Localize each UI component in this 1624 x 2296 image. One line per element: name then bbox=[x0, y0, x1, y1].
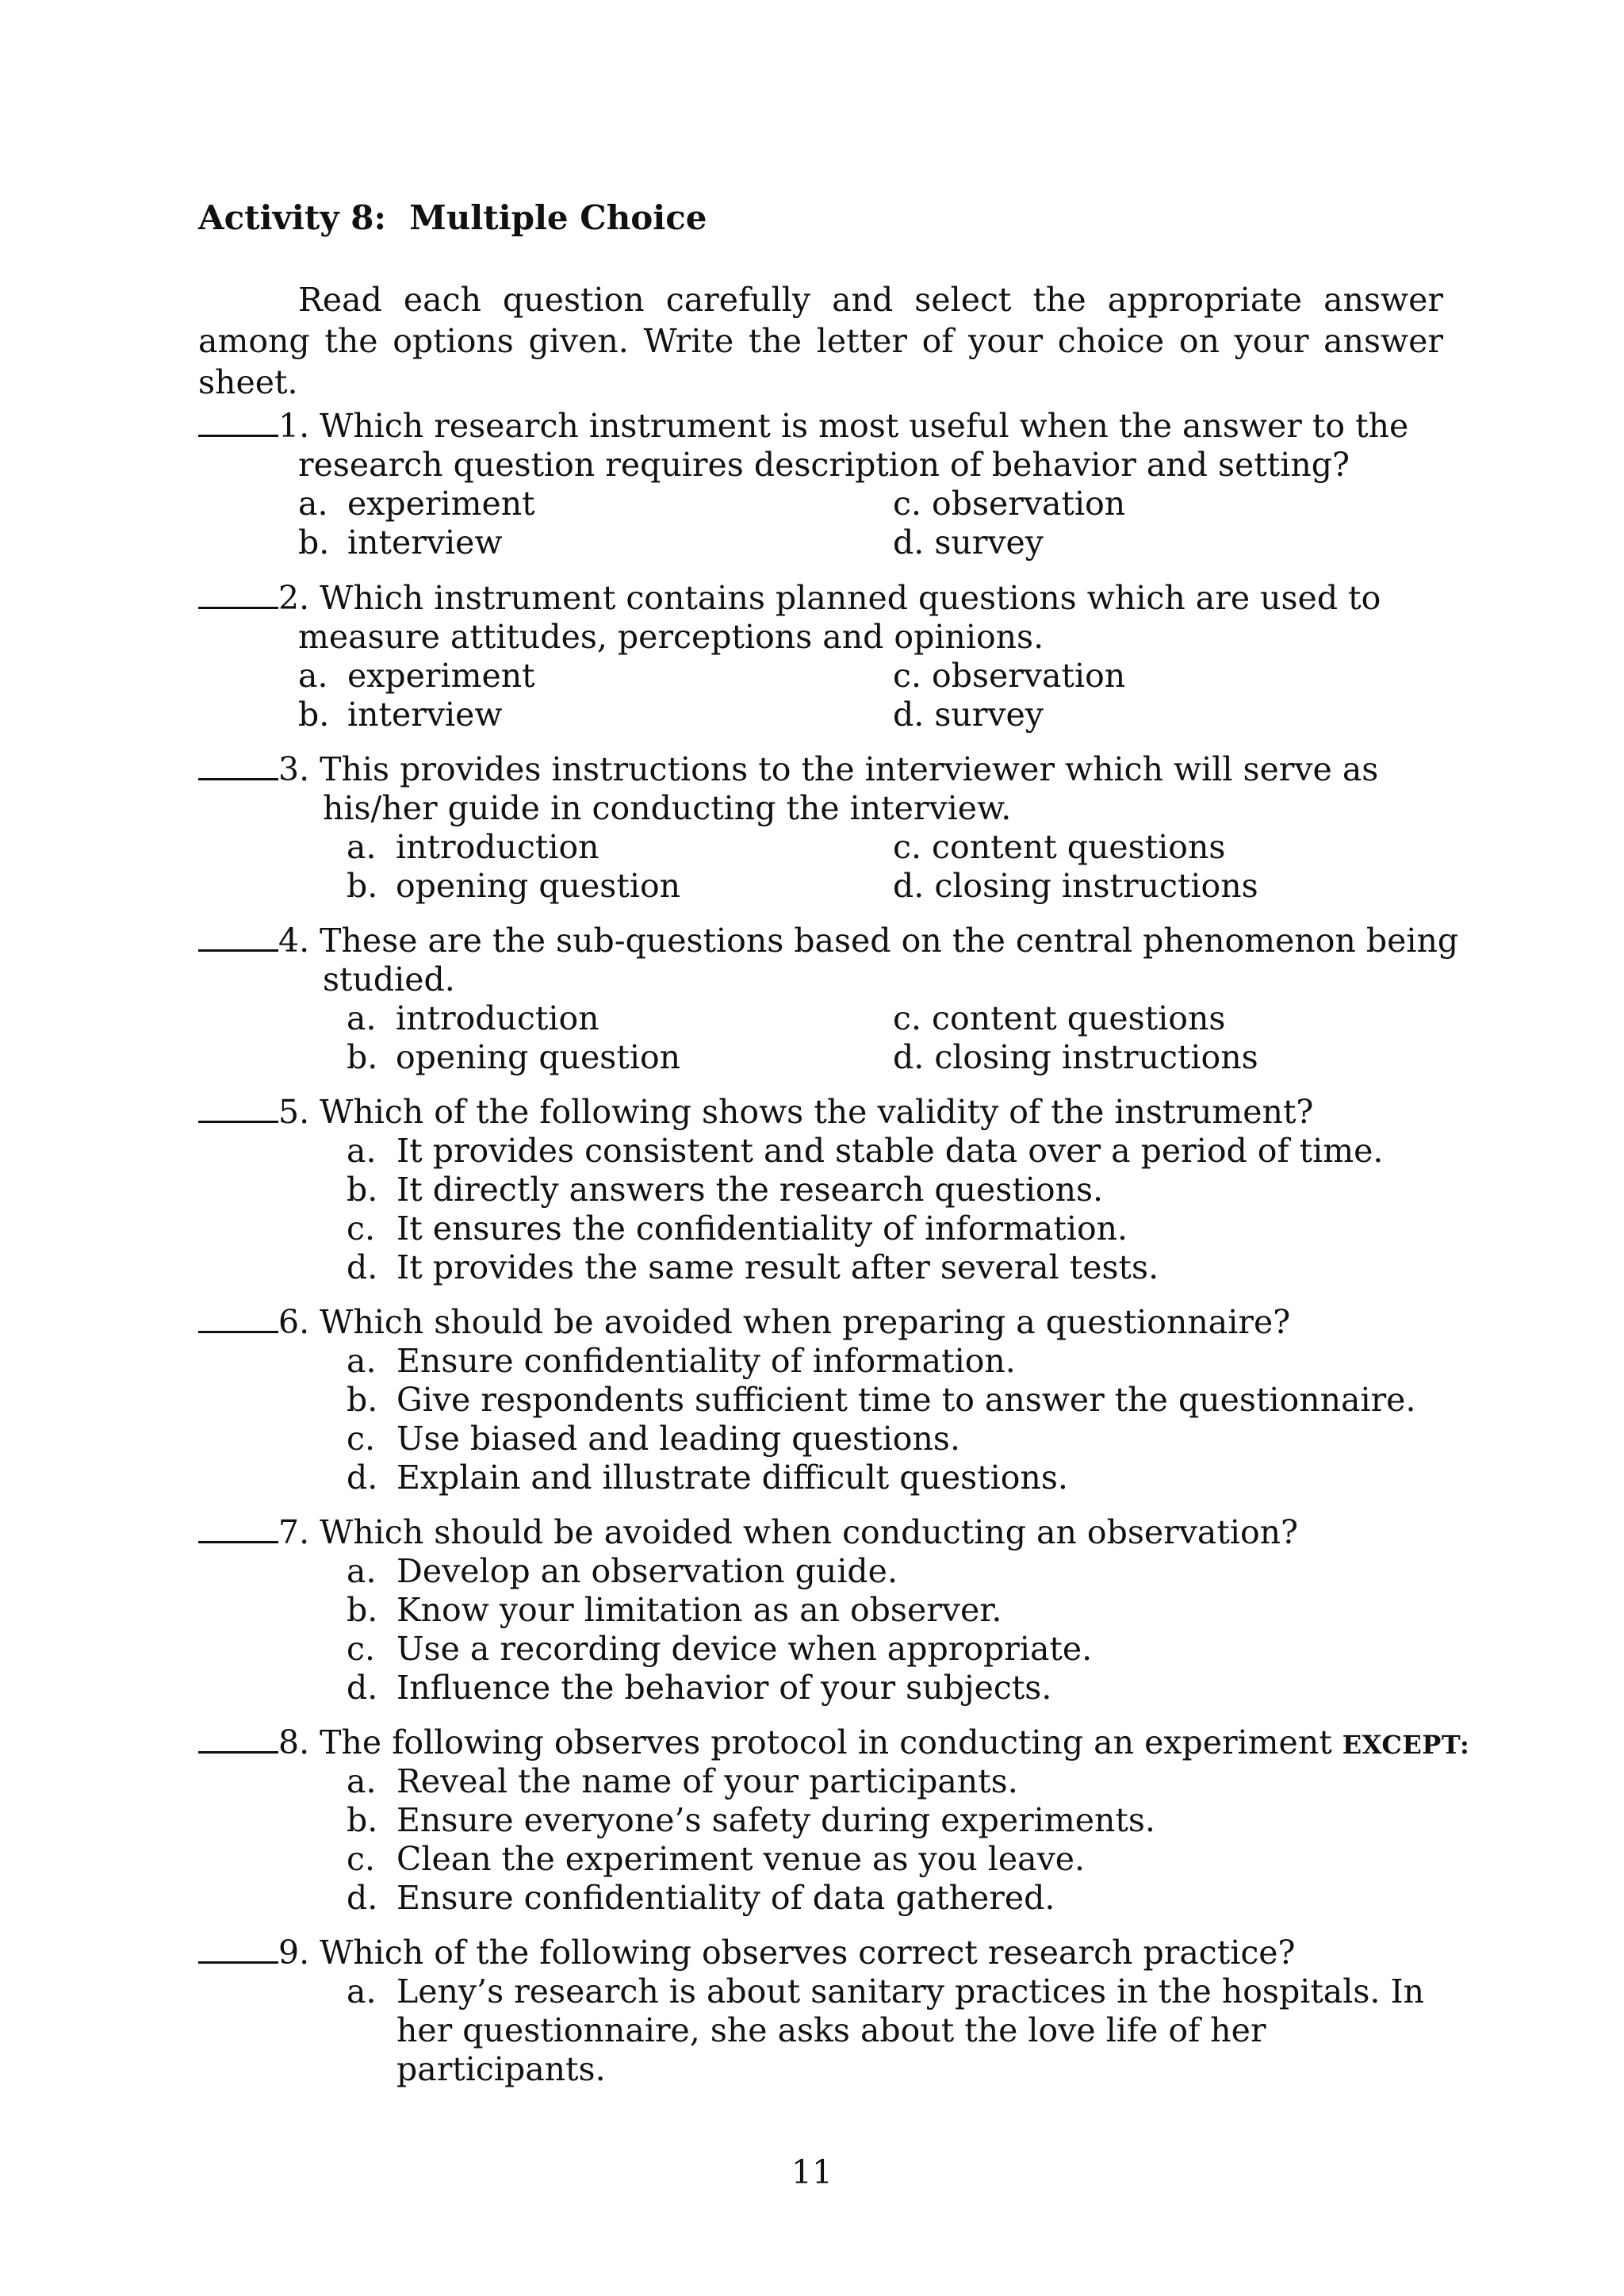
option-b bbox=[198, 1801, 1451, 1840]
option-b bbox=[198, 1381, 1451, 1420]
option-b bbox=[347, 867, 680, 906]
option-letter: a. bbox=[298, 657, 328, 695]
option-letter: b. bbox=[347, 1381, 378, 1419]
option-letter: d. bbox=[347, 1248, 378, 1286]
option-text: It provides the same result after several tests. bbox=[396, 1248, 1159, 1286]
question-7 bbox=[198, 1513, 1451, 1708]
answer-blank[interactable] bbox=[198, 408, 278, 437]
option-c bbox=[198, 1630, 1451, 1669]
question-9 bbox=[198, 1934, 1451, 2089]
option-text: observation bbox=[932, 485, 1126, 523]
option-text: experiment bbox=[347, 657, 535, 695]
option-b bbox=[298, 523, 503, 562]
question-number: 9. bbox=[278, 1934, 310, 1972]
option-text: introduction bbox=[396, 828, 599, 866]
question-stem bbox=[198, 1723, 1470, 1762]
page-number: 11 bbox=[791, 2153, 833, 2191]
option-text: closing instructions bbox=[934, 867, 1258, 905]
option-text: closing instructions bbox=[934, 1038, 1258, 1076]
option-b bbox=[298, 696, 503, 734]
option-row bbox=[198, 523, 1451, 562]
option-row bbox=[198, 867, 1451, 906]
question-8 bbox=[198, 1723, 1470, 1918]
option-text: observation bbox=[932, 657, 1126, 695]
option-letter: d. bbox=[893, 696, 925, 734]
question-number: 2. bbox=[278, 579, 310, 617]
option-text-continued: participants. bbox=[396, 2050, 606, 2088]
answer-blank[interactable] bbox=[198, 1094, 278, 1123]
option-letter: d. bbox=[347, 1458, 378, 1497]
option-d bbox=[893, 696, 1044, 734]
question-5 bbox=[198, 1093, 1451, 1287]
option-text: Influence the behavior of your subjects. bbox=[396, 1669, 1052, 1707]
option-letter: a. bbox=[347, 1972, 377, 2010]
option-c bbox=[893, 485, 1125, 523]
except-keyword: EXCEPT: bbox=[1342, 1730, 1470, 1760]
option-c bbox=[198, 1209, 1451, 1248]
option-text: Use biased and leading questions. bbox=[396, 1420, 960, 1458]
option-letter: a. bbox=[347, 1552, 377, 1590]
question-text-continued: measure attitudes, perceptions and opinions. bbox=[298, 618, 1044, 656]
option-text: opening question bbox=[396, 1038, 681, 1076]
option-text: introduction bbox=[396, 999, 599, 1037]
option-a bbox=[198, 1762, 1451, 1801]
option-text: interview bbox=[347, 696, 503, 734]
question-text: Which should be avoided when preparing a questionnaire? bbox=[320, 1303, 1291, 1341]
question-text: Which of the following shows the validity of the instrument? bbox=[320, 1093, 1314, 1131]
option-row bbox=[198, 999, 1451, 1038]
option-a bbox=[298, 485, 535, 523]
question-text: Which of the following observes correct research practice? bbox=[320, 1934, 1296, 1972]
option-row bbox=[198, 1038, 1451, 1077]
question-text-continued: studied. bbox=[323, 960, 455, 999]
option-letter: b. bbox=[347, 1591, 378, 1629]
option-d bbox=[893, 1038, 1258, 1077]
answer-blank[interactable] bbox=[198, 1515, 278, 1543]
option-letter: c. bbox=[893, 657, 921, 695]
question-stem bbox=[198, 750, 1451, 789]
option-row bbox=[198, 828, 1451, 867]
option-text: Clean the experiment venue as you leave. bbox=[396, 1840, 1086, 1878]
option-letter: b. bbox=[298, 696, 330, 734]
option-text: content questions bbox=[932, 999, 1226, 1037]
option-row bbox=[198, 657, 1451, 696]
option-text: Give respondents sufficient time to answer the questionnaire. bbox=[396, 1381, 1416, 1419]
option-letter: a. bbox=[347, 828, 377, 866]
option-text-continued: her questionnaire, she asks about the love life of her bbox=[396, 2011, 1266, 2049]
question-3 bbox=[198, 750, 1451, 906]
option-text: Know your limitation as an observer. bbox=[396, 1591, 1002, 1629]
question-text: The following observes protocol in conducting an experiment bbox=[320, 1723, 1342, 1761]
option-letter: c. bbox=[347, 1840, 375, 1878]
option-d bbox=[198, 1879, 1451, 1918]
option-a bbox=[198, 1132, 1451, 1171]
option-text: survey bbox=[934, 523, 1044, 562]
option-c bbox=[198, 1420, 1451, 1458]
question-stem bbox=[198, 579, 1451, 618]
answer-blank[interactable] bbox=[198, 752, 278, 780]
option-c bbox=[893, 999, 1225, 1038]
question-stem bbox=[198, 407, 1451, 446]
option-text: It provides consistent and stable data over a period of time. bbox=[396, 1132, 1384, 1170]
question-text: These are the sub-questions based on the central phenomenon being bbox=[320, 922, 1459, 960]
option-letter: a. bbox=[347, 1132, 377, 1170]
option-letter: c. bbox=[893, 999, 921, 1037]
option-b bbox=[347, 1038, 680, 1077]
option-b bbox=[198, 1171, 1451, 1209]
option-letter: a. bbox=[347, 1342, 377, 1380]
option-a bbox=[347, 828, 599, 867]
option-a bbox=[298, 657, 535, 696]
question-number: 1. bbox=[278, 407, 310, 445]
option-text: Use a recording device when appropriate. bbox=[396, 1630, 1093, 1668]
option-d bbox=[893, 523, 1044, 562]
option-row bbox=[198, 485, 1451, 523]
option-letter: c. bbox=[347, 1209, 375, 1248]
option-letter: d. bbox=[893, 523, 925, 562]
option-text: Ensure everyone’s safety during experiments. bbox=[396, 1801, 1155, 1839]
question-text: Which research instrument is most useful when the answer to the bbox=[320, 407, 1409, 445]
question-number: 7. bbox=[278, 1513, 310, 1551]
question-number: 6. bbox=[278, 1303, 310, 1341]
option-d bbox=[198, 1458, 1451, 1497]
option-a bbox=[198, 1342, 1451, 1381]
question-text: This provides instructions to the interviewer which will serve as bbox=[320, 750, 1379, 788]
option-d bbox=[198, 1248, 1451, 1287]
option-c bbox=[893, 657, 1125, 696]
option-text: content questions bbox=[932, 828, 1226, 866]
option-letter: c. bbox=[893, 828, 921, 866]
option-letter: a. bbox=[347, 1762, 377, 1800]
question-number: 5. bbox=[278, 1093, 310, 1131]
option-text: Ensure confidentiality of data gathered. bbox=[396, 1879, 1055, 1917]
answer-blank[interactable] bbox=[198, 923, 278, 952]
option-a bbox=[198, 1552, 1451, 1591]
option-letter: b. bbox=[347, 867, 378, 905]
option-letter: d. bbox=[347, 1669, 378, 1707]
activity-heading: Activity 8: Multiple Choice bbox=[198, 198, 707, 237]
question-text-continued: his/her guide in conducting the interview. bbox=[323, 789, 1012, 827]
option-b bbox=[198, 1591, 1451, 1630]
answer-blank[interactable] bbox=[198, 1935, 278, 1964]
answer-blank[interactable] bbox=[198, 581, 278, 609]
answer-blank[interactable] bbox=[198, 1305, 278, 1333]
option-letter: d. bbox=[893, 867, 925, 905]
option-a bbox=[347, 999, 599, 1038]
option-text: It ensures the confidentiality of information. bbox=[396, 1209, 1128, 1248]
option-letter: b. bbox=[347, 1038, 378, 1076]
option-letter: b. bbox=[347, 1801, 378, 1839]
option-text: It directly answers the research questions. bbox=[396, 1171, 1104, 1209]
option-letter: d. bbox=[347, 1879, 378, 1917]
option-text: interview bbox=[347, 523, 503, 562]
question-1 bbox=[198, 407, 1451, 562]
option-c bbox=[198, 1840, 1451, 1879]
option-d bbox=[198, 1669, 1451, 1708]
question-stem bbox=[198, 1303, 1451, 1342]
option-letter: a. bbox=[298, 485, 328, 523]
option-text: Develop an observation guide. bbox=[396, 1552, 898, 1590]
option-letter: a. bbox=[347, 999, 377, 1037]
option-c bbox=[893, 828, 1225, 867]
option-text: opening question bbox=[396, 867, 681, 905]
option-letter: b. bbox=[298, 523, 330, 562]
option-letter: c. bbox=[893, 485, 921, 523]
option-text: survey bbox=[934, 696, 1044, 734]
option-row bbox=[198, 696, 1451, 734]
question-stem bbox=[198, 1934, 1451, 1972]
question-number: 3. bbox=[278, 750, 310, 788]
answer-blank[interactable] bbox=[198, 1725, 278, 1754]
option-letter: c. bbox=[347, 1420, 375, 1458]
question-number: 4. bbox=[278, 922, 310, 960]
option-text: Ensure confidentiality of information. bbox=[396, 1342, 1016, 1380]
question-stem bbox=[198, 1093, 1451, 1132]
option-text: Explain and illustrate difficult questions. bbox=[396, 1458, 1068, 1497]
option-a bbox=[198, 1972, 1451, 2011]
question-6 bbox=[198, 1303, 1451, 1497]
question-text: Which instrument contains planned questions which are used to bbox=[320, 579, 1381, 617]
question-stem bbox=[198, 1513, 1451, 1552]
question-stem bbox=[198, 922, 1459, 960]
question-4 bbox=[198, 922, 1459, 1077]
option-letter: d. bbox=[893, 1038, 925, 1076]
option-letter: b. bbox=[347, 1171, 378, 1209]
question-2 bbox=[198, 579, 1451, 734]
question-text-continued: research question requires description of behavior and setting? bbox=[298, 446, 1350, 484]
option-text: Leny’s research is about sanitary practices in the hospitals. In bbox=[396, 1972, 1425, 2010]
question-text: Which should be avoided when conducting an observation? bbox=[320, 1513, 1299, 1551]
question-number: 8. bbox=[278, 1723, 310, 1761]
option-letter: c. bbox=[347, 1630, 375, 1668]
instructions-paragraph: Read each question carefully and select the appropriate answer among the options given. Write the letter of your choice on your answer sheet. bbox=[198, 281, 1443, 401]
option-text: experiment bbox=[347, 485, 535, 523]
option-text: Reveal the name of your participants. bbox=[396, 1762, 1018, 1800]
option-d bbox=[893, 867, 1258, 906]
